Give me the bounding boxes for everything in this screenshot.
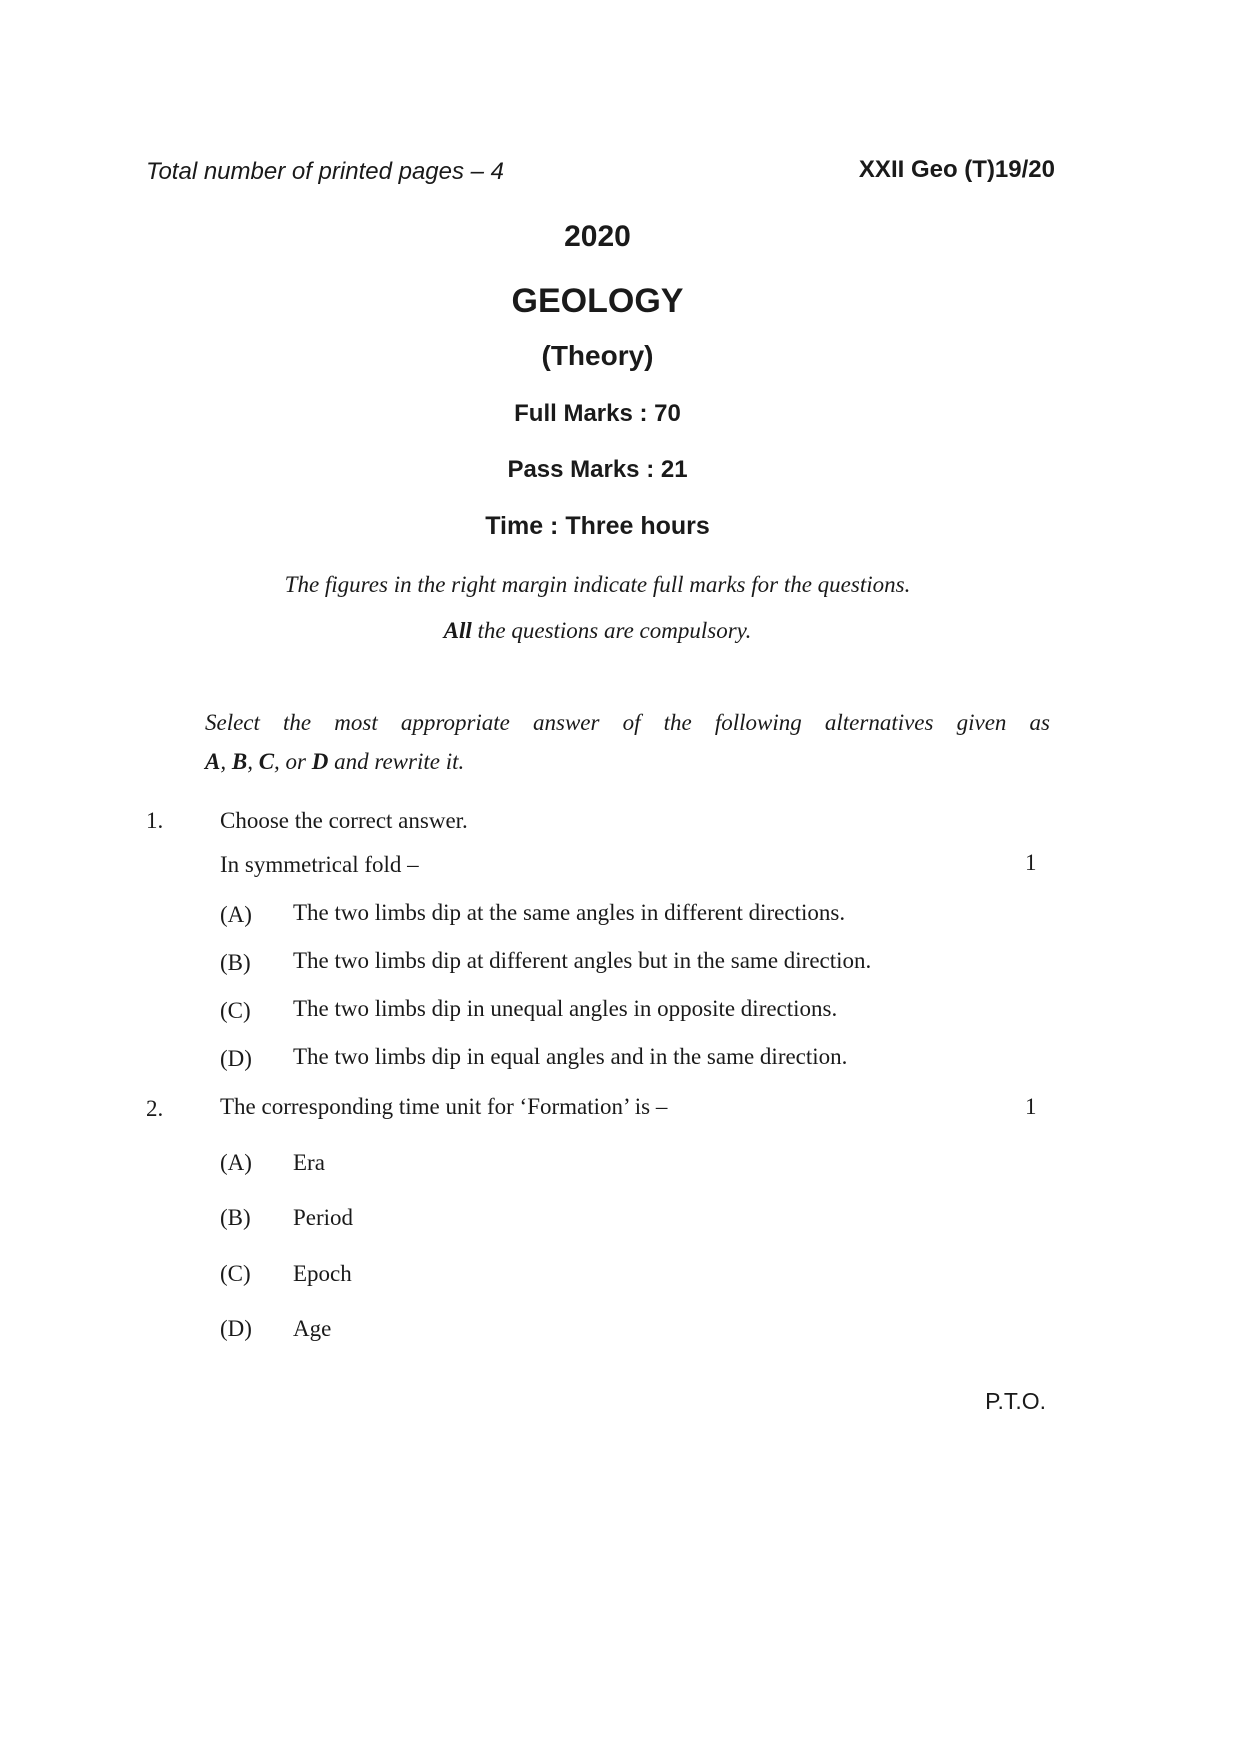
- option-text: The two limbs dip in equal angles and in the same direction.: [293, 1044, 848, 1069]
- pto-note: P.T.O.: [985, 1388, 1046, 1414]
- section-instruction: [205, 703, 1050, 781]
- option-label: (A): [220, 902, 252, 927]
- question-stem: In symmetrical fold –: [220, 852, 419, 877]
- option-text: Period: [293, 1205, 354, 1230]
- full-marks: Full Marks : 70: [514, 400, 681, 427]
- question-number: 1.: [146, 808, 164, 833]
- question-marks: 1: [1025, 850, 1037, 875]
- subject-title: GEOLOGY: [511, 282, 684, 320]
- option-label: (B): [220, 1205, 251, 1230]
- option-letter-d: D: [311, 749, 329, 774]
- pass-marks: Pass Marks : 21: [507, 456, 688, 483]
- option-or: or: [285, 749, 306, 774]
- option-label: (C): [220, 1261, 251, 1286]
- section-instruction-rest: and rewrite it.: [334, 749, 465, 774]
- instruction-compulsory: [0, 618, 1195, 644]
- option-label: (D): [220, 1046, 252, 1071]
- exam-time: Time : Three hours: [485, 512, 710, 540]
- instruction-all: All: [443, 618, 472, 643]
- option-text: The two limbs dip in unequal angles in opposite directions.: [293, 996, 838, 1021]
- section-instruction-line2: A, B, C, or D and rewrite it.: [205, 749, 465, 774]
- option-text: Age: [293, 1316, 332, 1341]
- question-intro: Choose the correct answer.: [220, 808, 468, 833]
- option-text: The two limbs dip at different angles but in the same direction.: [293, 948, 872, 973]
- option-label: (B): [220, 950, 251, 975]
- instruction-compulsory-rest: the questions are compulsory.: [471, 618, 752, 643]
- section-instruction-line1: Select the most appropriate answer of the following alternatives given as: [205, 710, 1050, 735]
- option-letter-c: C: [258, 749, 275, 774]
- option-letter-b: B: [231, 749, 248, 774]
- question-marks: 1: [1025, 1094, 1037, 1119]
- option-label: (A): [220, 1150, 252, 1175]
- printed-pages-note: Total number of printed pages – 4: [146, 158, 505, 185]
- option-text: The two limbs dip at the same angles in different directions.: [293, 900, 846, 925]
- option-label: (D): [220, 1316, 252, 1341]
- option-letter-a: A: [205, 749, 221, 774]
- instruction-marks: The figures in the right margin indicate full marks for the questions.: [284, 572, 911, 597]
- option-label: (C): [220, 998, 251, 1023]
- exam-year: 2020: [564, 220, 631, 253]
- question-number: 2.: [146, 1096, 164, 1121]
- question-stem: The corresponding time unit for ‘Formation’ is –: [220, 1094, 668, 1119]
- option-text: Epoch: [293, 1261, 352, 1286]
- paper-type: (Theory): [541, 340, 654, 371]
- paper-code: XXII Geo (T)19/20: [858, 156, 1055, 183]
- option-text: Era: [293, 1150, 325, 1175]
